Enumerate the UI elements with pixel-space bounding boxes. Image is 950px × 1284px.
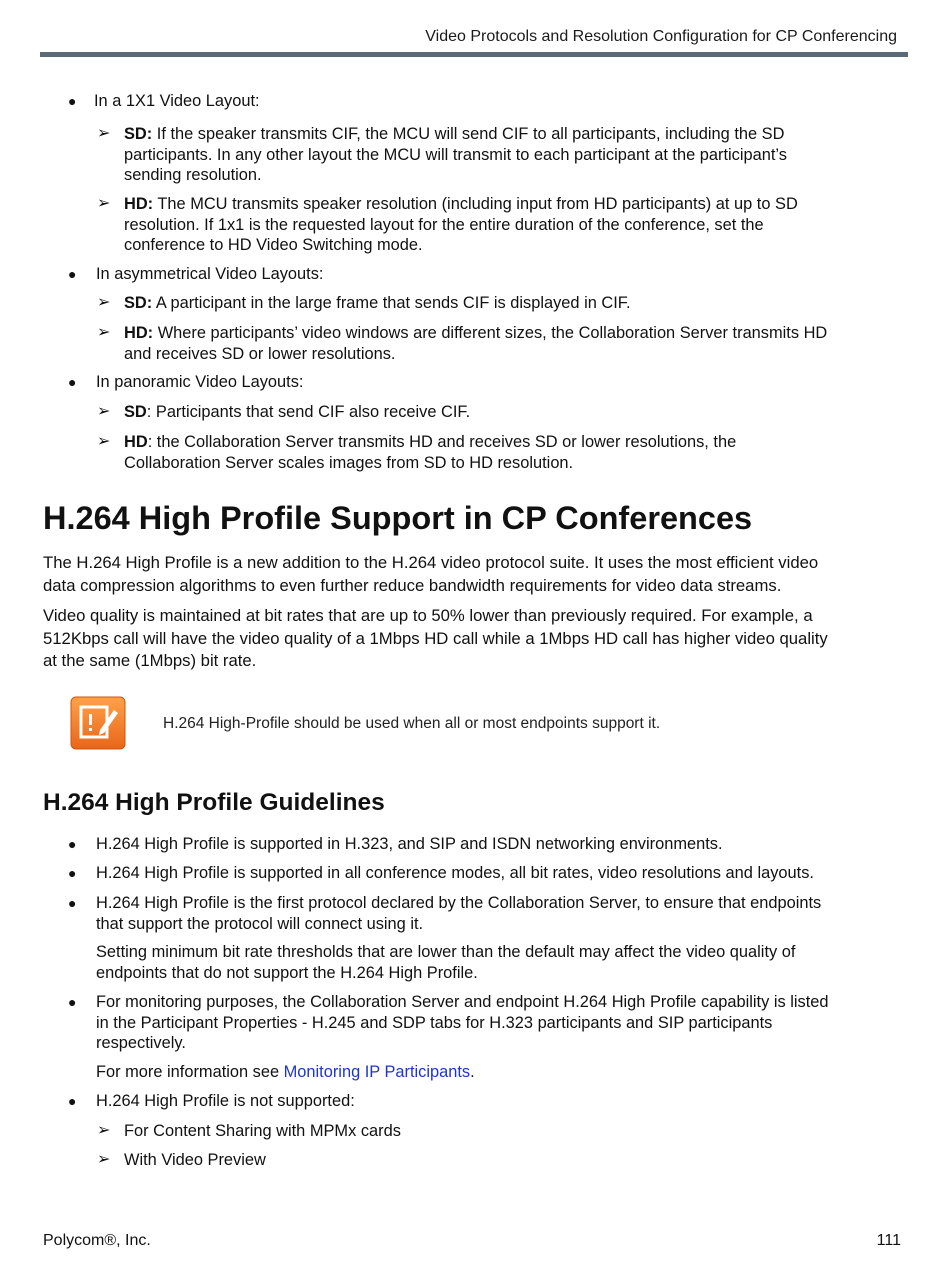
note-text: H.264 High-Profile should be used when all or most endpoints support it. xyxy=(163,715,661,732)
guideline-item: For monitoring purposes, the Collaboration Server and endpoint H.264 High Profile capability is listed in the Participant Properties - H.245 and SDP tabs for H.323 participants and SIP participants respectively. xyxy=(96,993,829,1052)
bullet-dot: ● xyxy=(68,93,77,109)
arrow-bullet: ➢ xyxy=(97,1151,111,1168)
sub-bullet-pano-hd: HD: the Collaboration Server transmits HD and receives SD or lower resolutions, the Collaboration Server scales images from SD to HD resolution. xyxy=(124,433,737,472)
arrow-bullet: ➢ xyxy=(97,195,111,212)
header-rule xyxy=(40,52,908,57)
arrow-bullet: ➢ xyxy=(97,324,111,341)
note-pencil-icon xyxy=(70,696,126,750)
label-sd: SD: xyxy=(124,125,153,143)
arrow-bullet: ➢ xyxy=(97,125,111,142)
bullet-1x1: In a 1X1 Video Layout: xyxy=(94,92,260,110)
section-heading: H.264 High Profile Support in CP Conferences xyxy=(43,500,753,536)
sub-bullet-1x1-hd: HD: The MCU transmits speaker resolution (including input from HD participants) at up to SD resolution. If 1x1 is the requested layout for the entire duration of the conference, set the conference to HD Video Switching mode. xyxy=(124,195,798,254)
guideline-item: H.264 High Profile is the first protocol declared by the Collaboration Server, to ensure that endpoints that support the protocol will connect using it. xyxy=(96,894,822,933)
bullet-panoramic: In panoramic Video Layouts: xyxy=(96,373,304,391)
guideline-item: H.264 High Profile is supported in H.323, and SIP and ISDN networking environments. xyxy=(96,835,723,853)
sub-bullet-pano-sd: SD: Participants that send CIF also receive CIF. xyxy=(124,403,471,421)
guideline-item: H.264 High Profile is not supported: xyxy=(96,1092,355,1110)
arrow-bullet: ➢ xyxy=(97,294,111,311)
intro-paragraph-2: Video quality is maintained at bit rates that are up to 50% lower than previously required. For example, a 512Kbps call will have the video quality of a 1Mbps HD call while a 1Mbps HD call has higher video quality at the same (1Mbps) bit rate. xyxy=(43,606,828,670)
page-header-title: Video Protocols and Resolution Configuration for CP Conferencing xyxy=(425,28,897,45)
sub-bullet-asym-hd: HD: Where participants’ video windows are different sizes, the Collaboration Server transmits HD and receives SD or lower resolutions. xyxy=(124,324,828,363)
arrow-bullet: ➢ xyxy=(97,403,111,420)
bullet-dot: ● xyxy=(68,895,77,911)
footer-page-number: 111 xyxy=(876,1232,901,1249)
guideline-subparagraph: Setting minimum bit rate thresholds that are lower than the default may affect the video quality of endpoints that do not support the H.264 High Profile. xyxy=(96,943,796,982)
guideline-item: H.264 High Profile is supported in all conference modes, all bit rates, video resolutions and layouts. xyxy=(96,864,814,882)
bullet-asymmetrical: In asymmetrical Video Layouts: xyxy=(96,265,324,283)
guideline-subitem: For Content Sharing with MPMx cards xyxy=(124,1122,401,1140)
subsection-heading: H.264 High Profile Guidelines xyxy=(43,789,385,816)
footer-company: Polycom®, Inc. xyxy=(43,1232,151,1249)
sub-bullet-asym-sd: SD: A participant in the large frame that sends CIF is displayed in CIF. xyxy=(124,294,631,312)
bullet-dot: ● xyxy=(68,1093,77,1109)
label-hd: HD: xyxy=(124,195,154,213)
bullet-dot: ● xyxy=(68,865,77,881)
bullet-dot: ● xyxy=(68,266,77,282)
bullet-dot: ● xyxy=(68,994,77,1010)
guideline-more-info: For more information see Monitoring IP Participants. xyxy=(96,1063,475,1081)
arrow-bullet: ➢ xyxy=(97,1122,111,1139)
intro-paragraph-1: The H.264 High Profile is a new addition to the H.264 video protocol suite. It uses the most efficient video data compression algorithms to even further reduce bandwidth requirements for video data streams. xyxy=(43,553,819,595)
guideline-subitem: With Video Preview xyxy=(124,1151,266,1169)
arrow-bullet: ➢ xyxy=(97,433,111,450)
sub-bullet-1x1-sd: SD: If the speaker transmits CIF, the MCU will send CIF to all participants, including the SD participants. In any other layout the MCU will transmit to each participant at the participant’s sending resolution. xyxy=(124,125,787,184)
bullet-dot: ● xyxy=(68,836,77,852)
monitoring-ip-participants-link[interactable]: Monitoring IP Participants xyxy=(283,1063,471,1081)
bullet-dot: ● xyxy=(68,374,77,390)
